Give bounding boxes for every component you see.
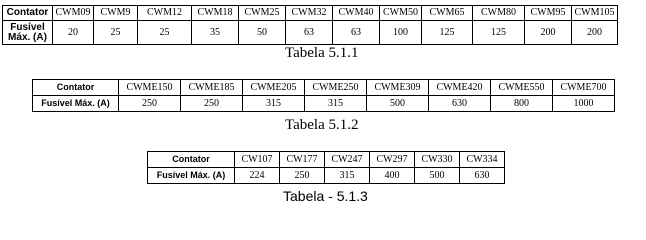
- column-header: CWME550: [491, 80, 553, 96]
- table-caption: Tabela 5.1.2: [285, 117, 359, 133]
- column-header: CWM9: [94, 6, 138, 21]
- table-cell: 315: [305, 96, 367, 112]
- column-header: CWM12: [138, 6, 192, 21]
- table-cell: 1000: [553, 96, 615, 112]
- column-header: CWM25: [239, 6, 286, 21]
- table-cell: 125: [473, 21, 525, 45]
- column-header: CWM95: [525, 6, 572, 21]
- table-cell: 250: [181, 96, 243, 112]
- column-header: CWM40: [333, 6, 380, 21]
- table-cell: 250: [119, 96, 181, 112]
- column-header: CW177: [280, 152, 325, 168]
- table-cell: 630: [429, 96, 491, 112]
- row-header-fusivel-max: Fusível Máx. (A): [3, 21, 53, 45]
- column-header: CWM80: [473, 6, 525, 21]
- table-cell: 63: [286, 21, 333, 45]
- table-cell: 35: [192, 21, 239, 45]
- column-header: CW334: [460, 152, 505, 168]
- table-cell: 500: [415, 168, 460, 184]
- column-header: CWME205: [243, 80, 305, 96]
- table-cell: 50: [239, 21, 286, 45]
- table-cell: 25: [94, 21, 138, 45]
- fuse-table-cw: [147, 151, 505, 184]
- table-cell: 800: [491, 96, 553, 112]
- column-header: CWM50: [380, 6, 422, 21]
- table-cell: 20: [53, 21, 94, 45]
- fuse-table-cwm: [2, 5, 618, 45]
- column-header: CWME309: [367, 80, 429, 96]
- table-cell: 315: [243, 96, 305, 112]
- column-header: CWME250: [305, 80, 367, 96]
- column-header: CWM32: [286, 6, 333, 21]
- row-header-contator: Contator: [33, 80, 119, 96]
- table-cell: 200: [525, 21, 572, 45]
- column-header: CW297: [370, 152, 415, 168]
- table-cell: 63: [333, 21, 380, 45]
- row-header-contator: Contator: [148, 152, 235, 168]
- table-cell: 630: [460, 168, 505, 184]
- column-header: CW107: [235, 152, 280, 168]
- column-header: CW247: [325, 152, 370, 168]
- column-header: CWM18: [192, 6, 239, 21]
- table-cell: 125: [422, 21, 473, 45]
- column-header: CWME150: [119, 80, 181, 96]
- table-caption: Tabela 5.1.1: [285, 45, 359, 61]
- column-header: CWM105: [572, 6, 618, 21]
- table-cell: 200: [572, 21, 618, 45]
- column-header: CWME700: [553, 80, 615, 96]
- table-cell: 224: [235, 168, 280, 184]
- column-header: CWM65: [422, 6, 473, 21]
- column-header: CW330: [415, 152, 460, 168]
- row-header-fusivel-max: Fusível Máx. (A): [33, 96, 119, 112]
- column-header: CWME420: [429, 80, 491, 96]
- table-cell: 315: [325, 168, 370, 184]
- table-cell: 500: [367, 96, 429, 112]
- row-header-fusivel-max: Fusível Máx. (A): [148, 168, 235, 184]
- row-header-contator: Contator: [3, 6, 53, 21]
- table-cell: 250: [280, 168, 325, 184]
- table-caption: Tabela - 5.1.3: [283, 188, 368, 204]
- fuse-table-cwme: [32, 79, 615, 112]
- table-cell: 400: [370, 168, 415, 184]
- table-cell: 100: [380, 21, 422, 45]
- column-header: CWM09: [53, 6, 94, 21]
- table-cell: 25: [138, 21, 192, 45]
- column-header: CWME185: [181, 80, 243, 96]
